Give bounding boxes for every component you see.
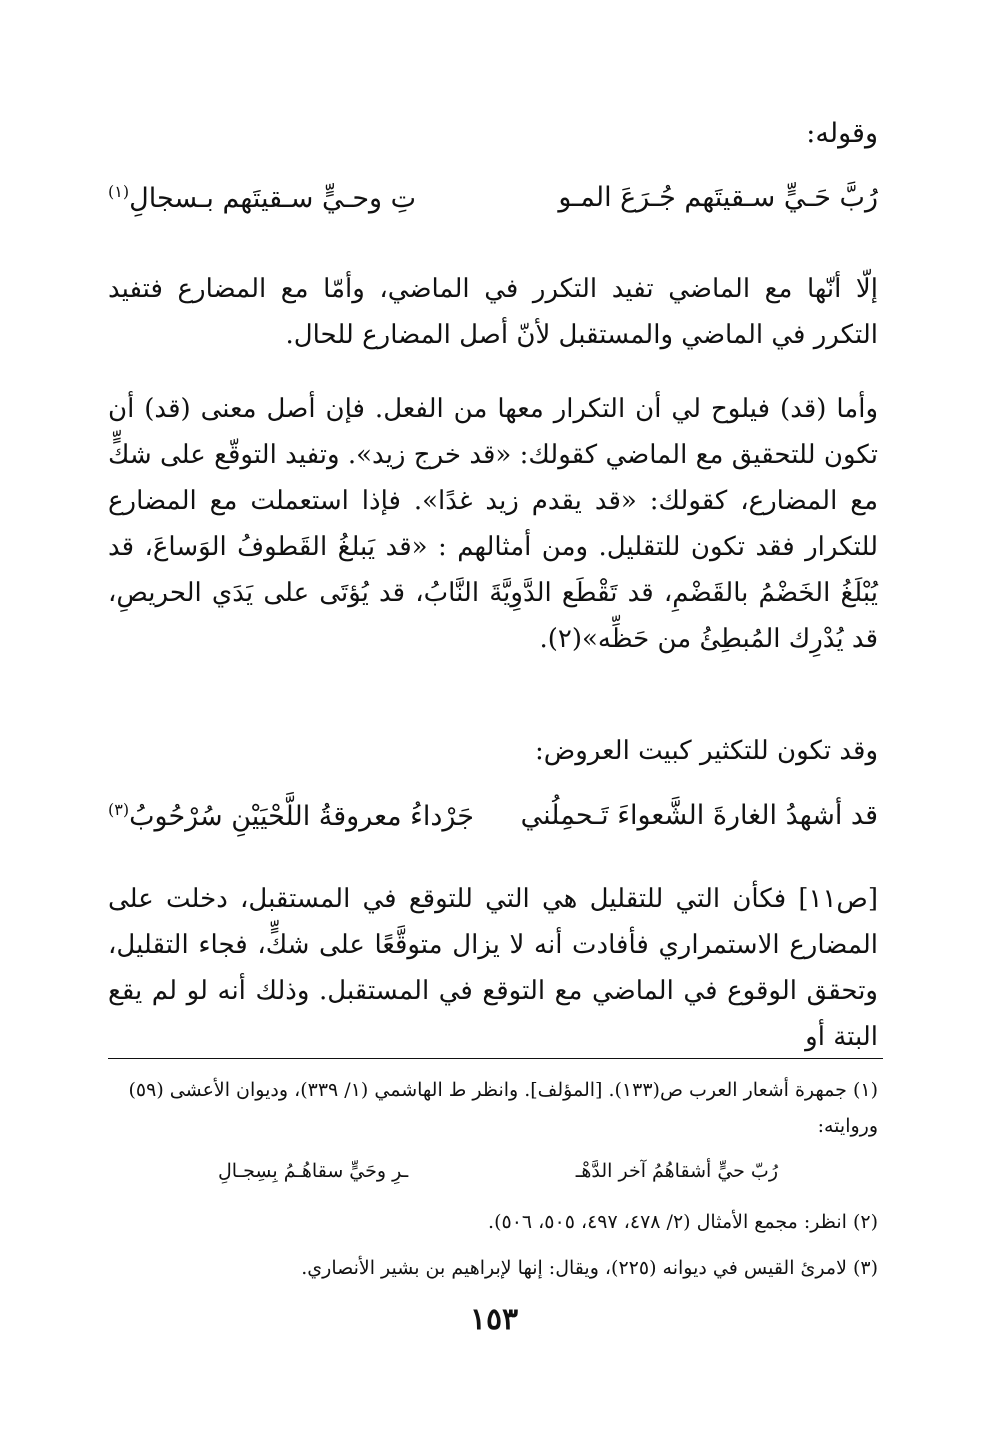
paragraph-1: إلّا أنّها مع الماضي تفيد التكرر في الماضي، وأمّا مع المضارع فتفيد التكرر في الماضي والمستقبل لأنّ أصل المضارع للحال. <box>108 274 878 350</box>
paragraph-3: وقد تكون للتكثير كبيت العروض: <box>535 736 878 766</box>
verse-2-hemistich-2: جَرْداءُ معروقةُ اللَّحْيَيْنِ سُرْحُوبُ <box>129 801 474 832</box>
verse-2-hemistich-1: قد أشهدُ الغارةَ الشَّعواءَ تَـحمِلُني <box>520 800 878 831</box>
footnote-ref-1[interactable]: (١) <box>108 182 130 201</box>
verse-1 <box>108 182 878 232</box>
verse-2 <box>108 800 878 850</box>
footnote-ref-3[interactable]: (٣) <box>108 800 130 819</box>
footnote-2: (٢) انظر: مجمع الأمثال (٢/ ٤٧٨، ٤٩٧، ٥٠٥، ٥٠٦). <box>488 1211 878 1233</box>
verse-1-hemistich-2: تِ وحـيٍّ سـقيتَهم بـسجالِ <box>129 183 417 214</box>
footnote-1-verse-hemistich-2: ـرِ وحَيٍّ سقاهُـمُ بِسِجـالِ <box>218 1160 409 1182</box>
paragraph-2: وأما (قد) فيلوح لي أن التكرار معها من الفعل. فإن أصل معنى (قد) أن تكون للتحقيق مع الماضي كقولك: «قد خرج زيد». وتفيد التوقّع على شكٍّ مع المضارع، كقولك: «قد يقدم زيد غدًا». فإذا استعملت مع المضارع للتكرار فقد تكون للتقليل. ومن أمثالهم : «قد يَبلغُ القَطوفُ الوَساعَ، قد يُبْلَغُ الخَضْمُ بالقَضْمِ، قد تَقْطَع الدَّوِيَّةَ النَّابُ، قد يُؤتَى على يَدَي الحريصِ، قد يُدْرِك المُبطِئُ من حَظِّه»(٢). <box>108 394 879 654</box>
verse-1-hemistich-1: رُبَّ حَـيٍّ سـقيتَهم جُـرَعَ المـو <box>558 182 878 213</box>
footnote-3: (٣) لامرئ القيس في ديوانه (٢٢٥)، ويقال: إنها لإبراهيم بن بشير الأنصاري. <box>301 1257 878 1279</box>
footnote-1-verse <box>218 1160 778 1194</box>
footnote-1: (١) جمهرة أشعار العرب ص(١٣٣). [المؤلف]. وانظر ط الهاشمي (١/ ٣٣٩)، وديوان الأعشى (٥٩) وروايته: <box>128 1079 878 1137</box>
intro-text: وقوله: <box>806 118 878 149</box>
verse-1-hemistich-2-wrap <box>108 182 416 214</box>
footnote-1-verse-hemistich-1: رُبّ حيٍّ أشقاهُمُ آخر الدَّهْـ <box>575 1160 778 1182</box>
footnote-divider <box>108 1058 883 1059</box>
verse-2-hemistich-2-wrap <box>108 800 474 832</box>
paragraph-4: [ص١١] فكأن التي للتقليل هي التي للتوقع في المستقبل، دخلت على المضارع الاستمراري فأفادت أنه لا يزال متوقَّعًا على شكٍّ، فجاء التقليل، وتحقق الوقوع في الماضي مع التوقع في المستقبل. وذلك أنه لو لم يقع البتة أو <box>108 884 878 1052</box>
page-number: ١٥٣ <box>469 1302 519 1337</box>
